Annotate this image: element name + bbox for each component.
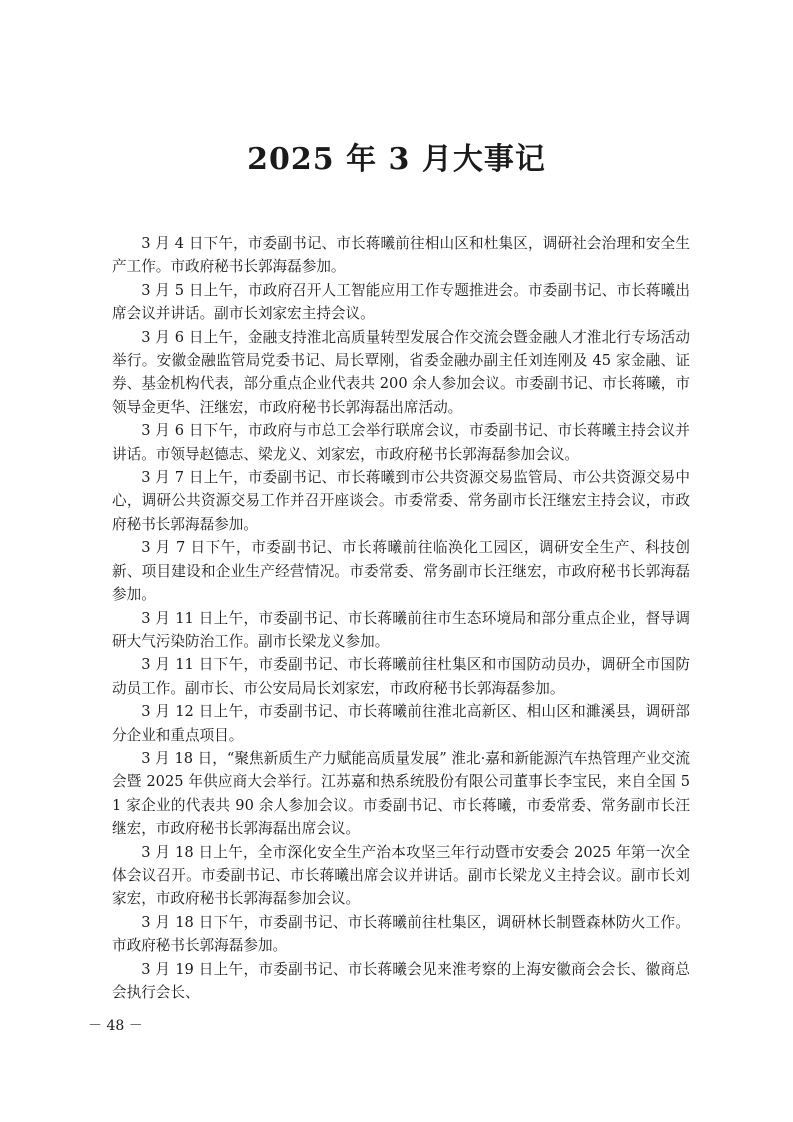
paragraph: 3 月 7 日上午，市委副书记、市长蒋曦到市公共资源交易监管局、市公共资源交易中心，调研公共资源交易工作并召开座谈会。市委常委、常务副市长汪继宏主持会议，市政府秘书长郭海磊参加。 [112,469,690,533]
paragraph: 3 月 18 日下午，市委副书记、市长蒋曦前往杜集区，调研林长制暨森林防火工作。市政府秘书长郭海磊参加。 [112,913,690,955]
paragraph: 3 月 7 日下午，市委副书记、市长蒋曦前往临涣化工园区，调研安全生产、科技创新、项目建设和企业生产经营情况。市委常委、常务副市长汪继宏，市政府秘书长郭海磊参加。 [112,539,690,604]
paragraph: 3 月 12 日上午，市委副书记、市长蒋曦前往淮北高新区、相山区和濉溪县，调研部分企业和重点项目。 [112,703,690,744]
paragraph: 3 月 6 日下午，市政府与市总工会举行联席会议，市委副书记、市长蒋曦主持会议并讲话。市领导赵德志、梁龙义、刘家宏，市政府秘书长郭海磊参加会议。 [112,422,690,463]
paragraph: 3 月 5 日上午，市政府召开人工智能应用工作专题推进会。市委副书记、市长蒋曦出席会议并讲话。副市长刘家宏主持会议。 [112,281,690,323]
document-body [112,232,690,1004]
page-number: － 48 － [88,1018,143,1034]
paragraph: 3 月 11 日上午，市委副书记、市长蒋曦前往市生态环境局和部分重点企业，督导调研大气污染防治工作。副市长梁龙义参加。 [112,609,690,650]
paragraph: 3 月 4 日下午，市委副书记、市长蒋曦前往相山区和杜集区，调研社会治理和安全生产工作。市政府秘书长郭海磊参加。 [112,235,690,276]
paragraph: 3 月 18 日，“聚焦新质生产力赋能高质量发展” 淮北·嘉和新能源汽车热管理产业交流会暨 2025 年供应商大会举行。江苏嘉和热系统股份有限公司董事长李宝民，来自全国 51 家企业的代表共 90 余人参加会议。市委副书记、市长蒋曦，市委常委、常务副市长汪继宏，市政府秘书长郭海磊出席会议。 [112,749,690,838]
paragraph: 3 月 11 日下午，市委副书记、市长蒋曦前往杜集区和市国防动员办，调研全市国防动员工作。副市长、市公安局局长刘家宏，市政府秘书长郭海磊参加。 [112,656,690,697]
page-title: 2025 年 3 月大事记 [247,142,546,177]
paragraph: 3 月 18 日上午，全市深化安全生产治本攻坚三年行动暨市安委会 2025 年第一次全体会议召开。市委副书记、市长蒋曦出席会议并讲话。副市长梁龙义主持会议。副市长刘家宏，市政府秘书长郭海磊参加会议。 [112,843,690,908]
paragraph: 3 月 6 日上午，金融支持淮北高质量转型发展合作交流会暨金融人才淮北行专场活动举行。安徽金融监管局党委书记、局长覃刚，省委金融办副主任刘连刚及 45 家金融、证券、基金机构代表，部分重点企业代表共 200 余人参加会议。市委副书记、市长蒋曦，市领导金更华、汪继宏，市政府秘书长郭海磊出席活动。 [112,328,690,416]
paragraph: 3 月 19 日上午，市委副书记、市长蒋曦会见来淮考察的上海安徽商会会长、徽商总会执行会长、 [112,960,690,1001]
